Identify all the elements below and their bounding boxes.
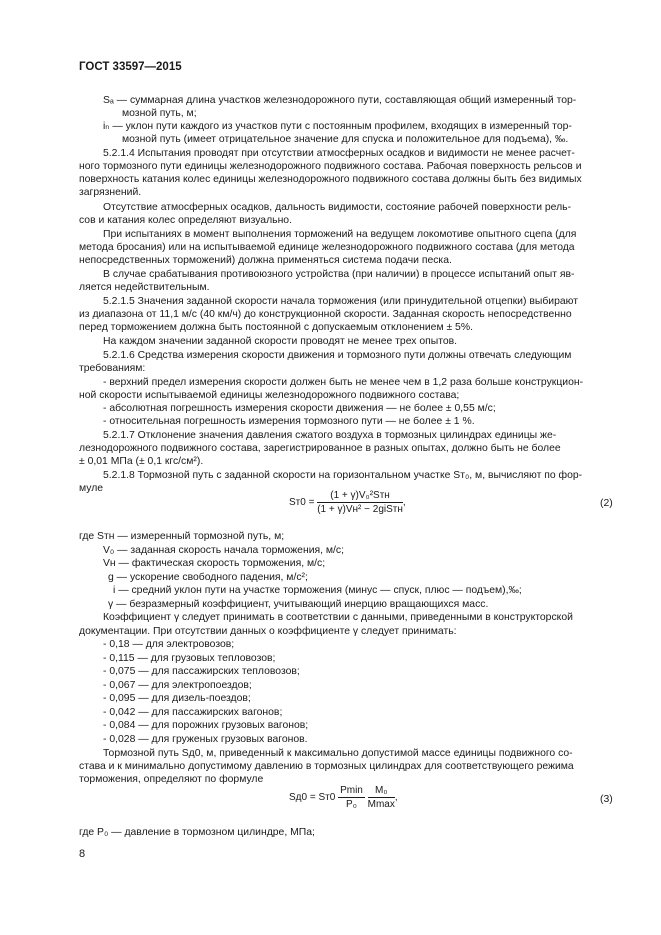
- formula-fraction: [317, 490, 403, 515]
- text-line: - относительная погрешность измерения тормозного пути — не более ± 1 %.: [103, 416, 475, 427]
- text-line: загрязнений.: [79, 187, 142, 198]
- list-item: - 0,067 — для электропоездов;: [103, 680, 252, 691]
- text-line: требованиям:: [79, 363, 146, 374]
- definition-line: где P₀ — давление в тормозном цилиндре, МПа;: [79, 827, 315, 838]
- formula-fraction: [338, 785, 365, 810]
- text-line: Тормозной путь Sд0, м, приведенный к максимально допустимой массе единицы подвижного со-: [103, 748, 573, 759]
- list-item: - 0,028 — для груженых грузовых вагонов.: [103, 734, 308, 745]
- formula-numerator: Pmin: [340, 785, 363, 796]
- text-line: лезнодорожного подвижного состава, зарегистрированное в разных опытах, должно быть не более: [79, 443, 561, 454]
- formula-tail: ,: [402, 497, 406, 509]
- text-line: Отсутствие атмосферных осадков, дальность видимости, состояние рабочей поверхности рель-: [103, 202, 572, 213]
- text-line: На каждом значении заданной скорости проводят не менее трех опытов.: [103, 336, 458, 347]
- text-line: 5.2.1.8 Тормозной путь с заданной скорости на горизонтальном участке Sᴛ₀, м, вычисляют по фор-: [103, 470, 583, 481]
- definition-line: i — средний уклон пути на участке торможения (минус — спуск, плюс — подъем),‰;: [113, 585, 522, 596]
- formula-3: [289, 785, 398, 810]
- formula-numerator: M₀: [368, 785, 395, 798]
- text-line: iₙ — уклон пути каждого из участков пути с постоянным профилем, входящих в измеренный тор-: [103, 121, 572, 132]
- text-line: поверхность катания колес единицы железнодорожного подвижного состава должны быть без видимых: [79, 174, 582, 185]
- list-item: - 0,075 — для пассажирских тепловозов;: [103, 666, 300, 677]
- text-line: ляется недействительным.: [79, 282, 210, 293]
- formula-2: [289, 490, 406, 515]
- text-line: става и к минимально допустимому давлению в тормозных цилиндрах для соответствующего режима: [79, 761, 574, 772]
- text-line: муле: [79, 483, 104, 494]
- formula-number: (2): [600, 498, 613, 509]
- text-line: сов и катания колес определяют визуально.: [79, 215, 292, 226]
- definition-line: γ — безразмерный коэффициент, учитывающий инерцию вращающихся масс.: [108, 599, 489, 610]
- definition-line: Vн — фактическая скорость торможения, м/с;: [103, 558, 326, 569]
- text-line: ной скорости испытываемой единицы железнодорожного подвижного состава;: [79, 390, 460, 401]
- list-item: - 0,18 — для электровозов;: [103, 639, 235, 650]
- formula-numerator: (1 + γ)V₀²Sтн: [317, 490, 403, 503]
- formula-fraction: [368, 785, 395, 810]
- formula-denominator: (1 + γ)Vн² − 2giSтн: [317, 504, 403, 515]
- text-line: 5.2.1.5 Значения заданной скорости начала торможения (или принудительной отцепки) выбирают: [103, 296, 578, 307]
- text-line: ного тормозного пути единицы железнодорожного подвижного состава. Рабочая поверхность рельсов и: [79, 161, 582, 172]
- text-line: 5.2.1.7 Отклонение значения давления сжатого воздуха в тормозных цилиндрах единицы же-: [103, 430, 557, 441]
- definition-line: g — ускорение свободного падения, м/с²;: [108, 572, 308, 583]
- definition-line: V₀ — заданная скорость начала торможения, м/с;: [103, 545, 345, 556]
- list-item: - 0,095 — для дизель-поездов;: [103, 693, 251, 704]
- text-line: 5.2.1.6 Средства измерения скорости движения и тормозного пути должны отвечать следующим: [103, 350, 572, 361]
- text-line: - абсолютная погрешность измерения скорости движения — не более ± 0,55 м/с;: [103, 403, 496, 414]
- document-header: ГОСТ 33597—2015: [79, 61, 182, 73]
- text-line: При испытаниях в момент выполнения торможений на ведущем локомотиве опытного сцепа (для: [103, 229, 577, 240]
- formula-denominator: P₀: [346, 799, 357, 810]
- text-line: документации. При отсутствии данных о коэффициенте γ следует принимать:: [79, 626, 457, 637]
- text-line: - верхний предел измерения скорости должен быть не менее чем в 1,2 раза больше конструкцион-: [103, 377, 584, 388]
- text-line: из диапазона от 11,1 м/с (40 км/ч) до конструкционной скорости. Заданная скорость непосредственно: [79, 309, 572, 320]
- text-line: В случае срабатывания противоюзного устройства (при наличии) в процессе испытаний опыт яв-: [103, 269, 575, 280]
- text-line: торможения, определяют по формуле: [79, 774, 264, 785]
- list-item: - 0,115 — для грузовых тепловозов;: [103, 653, 276, 664]
- formula-tail: ,: [394, 792, 398, 804]
- text-line: непосредственных торможений) должна применяться система подачи песка.: [79, 255, 452, 266]
- text-line: метода бросания) или на испытываемой единице железнодорожного подвижного состава (для метода: [79, 242, 575, 253]
- text-line: Коэффициент γ следует принимать в соответствии с данными, приведенными в конструкторской: [103, 612, 573, 623]
- list-item: - 0,042 — для пассажирских вагонов;: [103, 707, 283, 718]
- formula-lhs: Sд0 = Sт0: [289, 792, 336, 804]
- text-line: Sₐ — суммарная длина участков железнодорожного пути, составляющая общий измеренный тор-: [103, 95, 577, 106]
- formula-number: (3): [600, 794, 613, 805]
- list-item: - 0,084 — для порожних грузовых вагонов;: [103, 720, 309, 731]
- text-line: 5.2.1.4 Испытания проводят при отсутствии атмосферных осадков и видимости не менее расчет-: [103, 148, 575, 159]
- formula-denominator: Mmax: [367, 799, 395, 810]
- page-number: 8: [79, 848, 86, 860]
- definition-line: где Sтн — измеренный тормозной путь, м;: [79, 531, 285, 542]
- text-line: мозной путь (имеет отрицательное значение для спуска и положительное для подъема), ‰.: [122, 134, 569, 145]
- text-line: ± 0,01 МПа (± 0,1 кгс/см²).: [79, 456, 204, 467]
- text-line: перед торможением должна быть постоянной с допускаемым отклонением ± 5%.: [79, 322, 473, 333]
- formula-lhs: Sт0 =: [289, 497, 315, 509]
- text-line: мозной путь, м;: [122, 108, 197, 119]
